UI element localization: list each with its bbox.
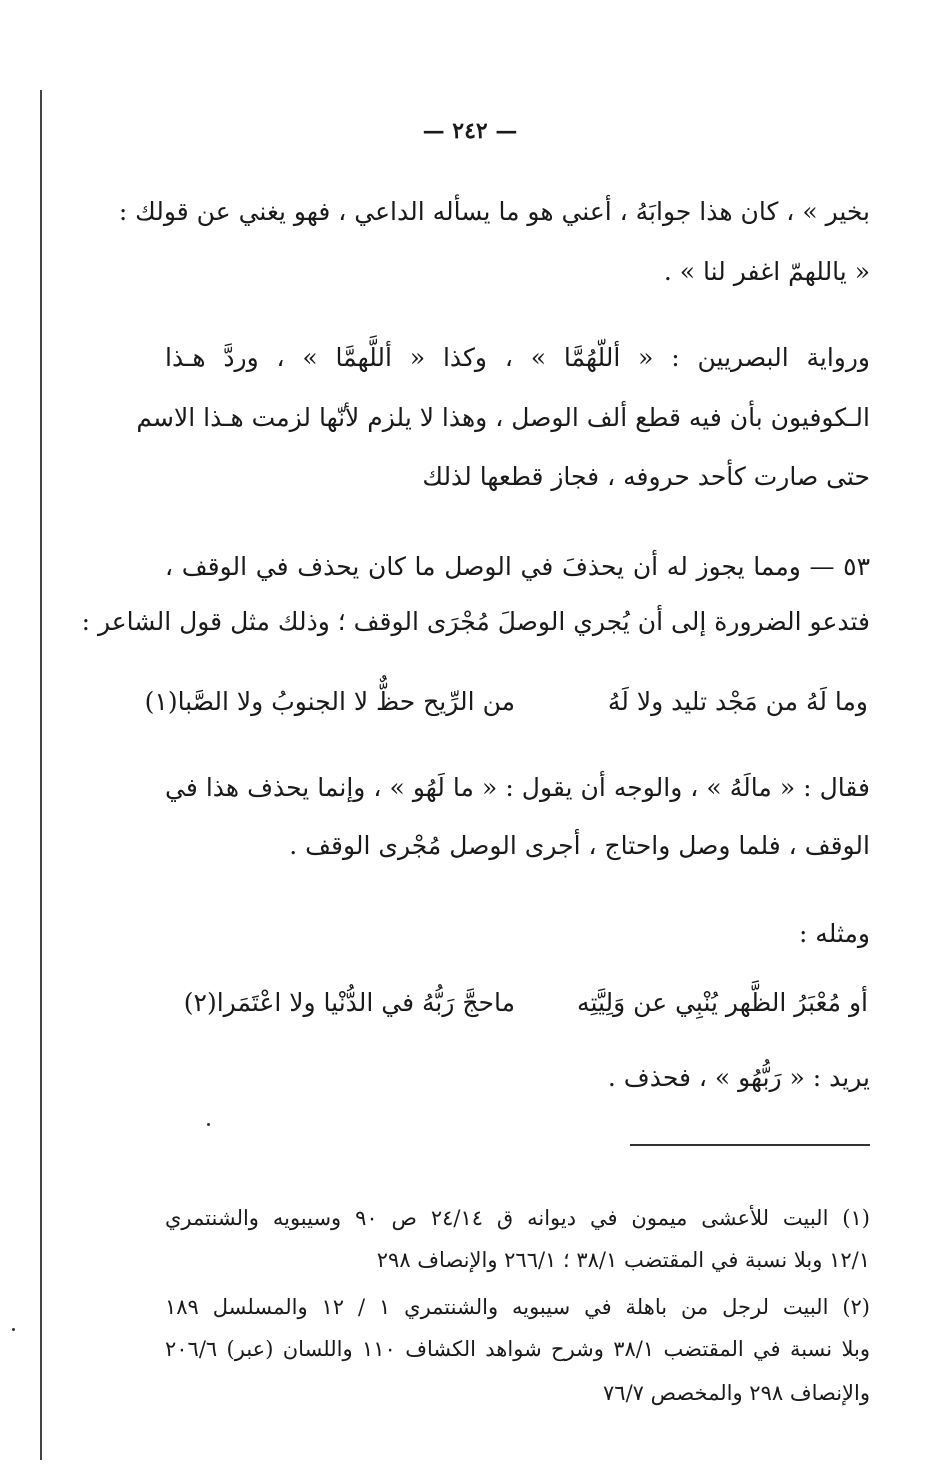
paragraph-4-line-2: الوقف ، فلما وصل واحتاج ، أجرى الوصل مُجْرى الوقف . [289,831,870,860]
footnote-1-line-2: ١٢/١ وبلا نسبة في المقتضب ٣٨/١ ؛ ٢٦٦/١ والإنصاف ٢٩٨ [376,1248,870,1272]
footnote-separator [630,1144,870,1146]
verse-2-second-hemistich: ماحجَّ رَبُّهُ في الدُّنْيا ولا اعْتَمَرا(٢) [183,988,515,1017]
verse-2-first-hemistich: أو مُعْبَرُ الظَّهر يُنْبِي عن وَلِيَّتِه [577,988,868,1017]
verse-1-second-hemistich: من الرِّيح حظٌّ لا الجنوبُ ولا الصَّبا(١) [144,687,515,716]
paragraph-1-line-2: « ياللهمّ اغفر لنا » . [663,257,870,286]
paragraph-3-line-1: ٥٣ — ومما يجوز له أن يحذفَ في الوصل ما كان يحذف في الوقف ، [165,552,870,581]
paragraph-3-line-2: فتدعو الضرورة إلى أن يُجري الوصلَ مُجْرَى الوقف ؛ وذلك مثل قول الشاعر : [81,607,870,636]
footnote-2-line-2: وبلا نسبة في المقتضب ٣٨/١ وشرح شواهد الكشاف ١١٠ واللسان (عبر) ٢٠٦/٦ [165,1337,870,1361]
paragraph-6: يريد : « رَبُّهُو » ، فحذف . [607,1063,870,1092]
footnote-2-line-3: والإنصاف ٢٩٨ والمخصص ٧٦/٧ [603,1381,870,1405]
scan-speck [207,1123,210,1126]
paragraph-2-line-2: الـكوفيون بأن فيه قطع ألف الوصل ، وهذا لا يلزم لأنّها لزمت هـذا الاسم [136,403,870,432]
paragraph-1-line-1: بخير » ، كان هذا جوابَهُ ، أعني هو ما يسأله الداعي ، فهو يغني عن قولك : [118,197,870,226]
page-number: — ٢٤٢ — [422,118,518,144]
paragraph-5: ومثله : [798,919,870,948]
footnote-2-line-1: (٢) البيت لرجل من باهلة في سيبويه والشنتمري ١ / ١٢ والمسلسل ١٨٩ [165,1295,870,1319]
paragraph-4-line-1: فقال : « مالَهُ » ، والوجه أن يقول : « ما لَهُو » ، وإنما يحذف هذا في [165,773,870,802]
scan-speck [12,1328,15,1331]
footnote-1-line-1: (١) البيت للأعشى ميمون في ديوانه ق ٢٤/١٤ ص ٩٠ وسيبويه والشنتمري [165,1206,870,1230]
paragraph-2-line-1: ورواية البصريين : « أللّهُمَّا » ، وكذا « أللَّهمَّا » ، وردَّ هـذا [165,343,870,372]
scan-margin-line [40,90,42,1460]
paragraph-2-line-3: حتى صارت كأحد حروفه ، فجاز قطعها لذلك [422,462,870,491]
verse-1-first-hemistich: وما لَهُ من مَجْد تليد ولا لَهُ [607,687,868,716]
